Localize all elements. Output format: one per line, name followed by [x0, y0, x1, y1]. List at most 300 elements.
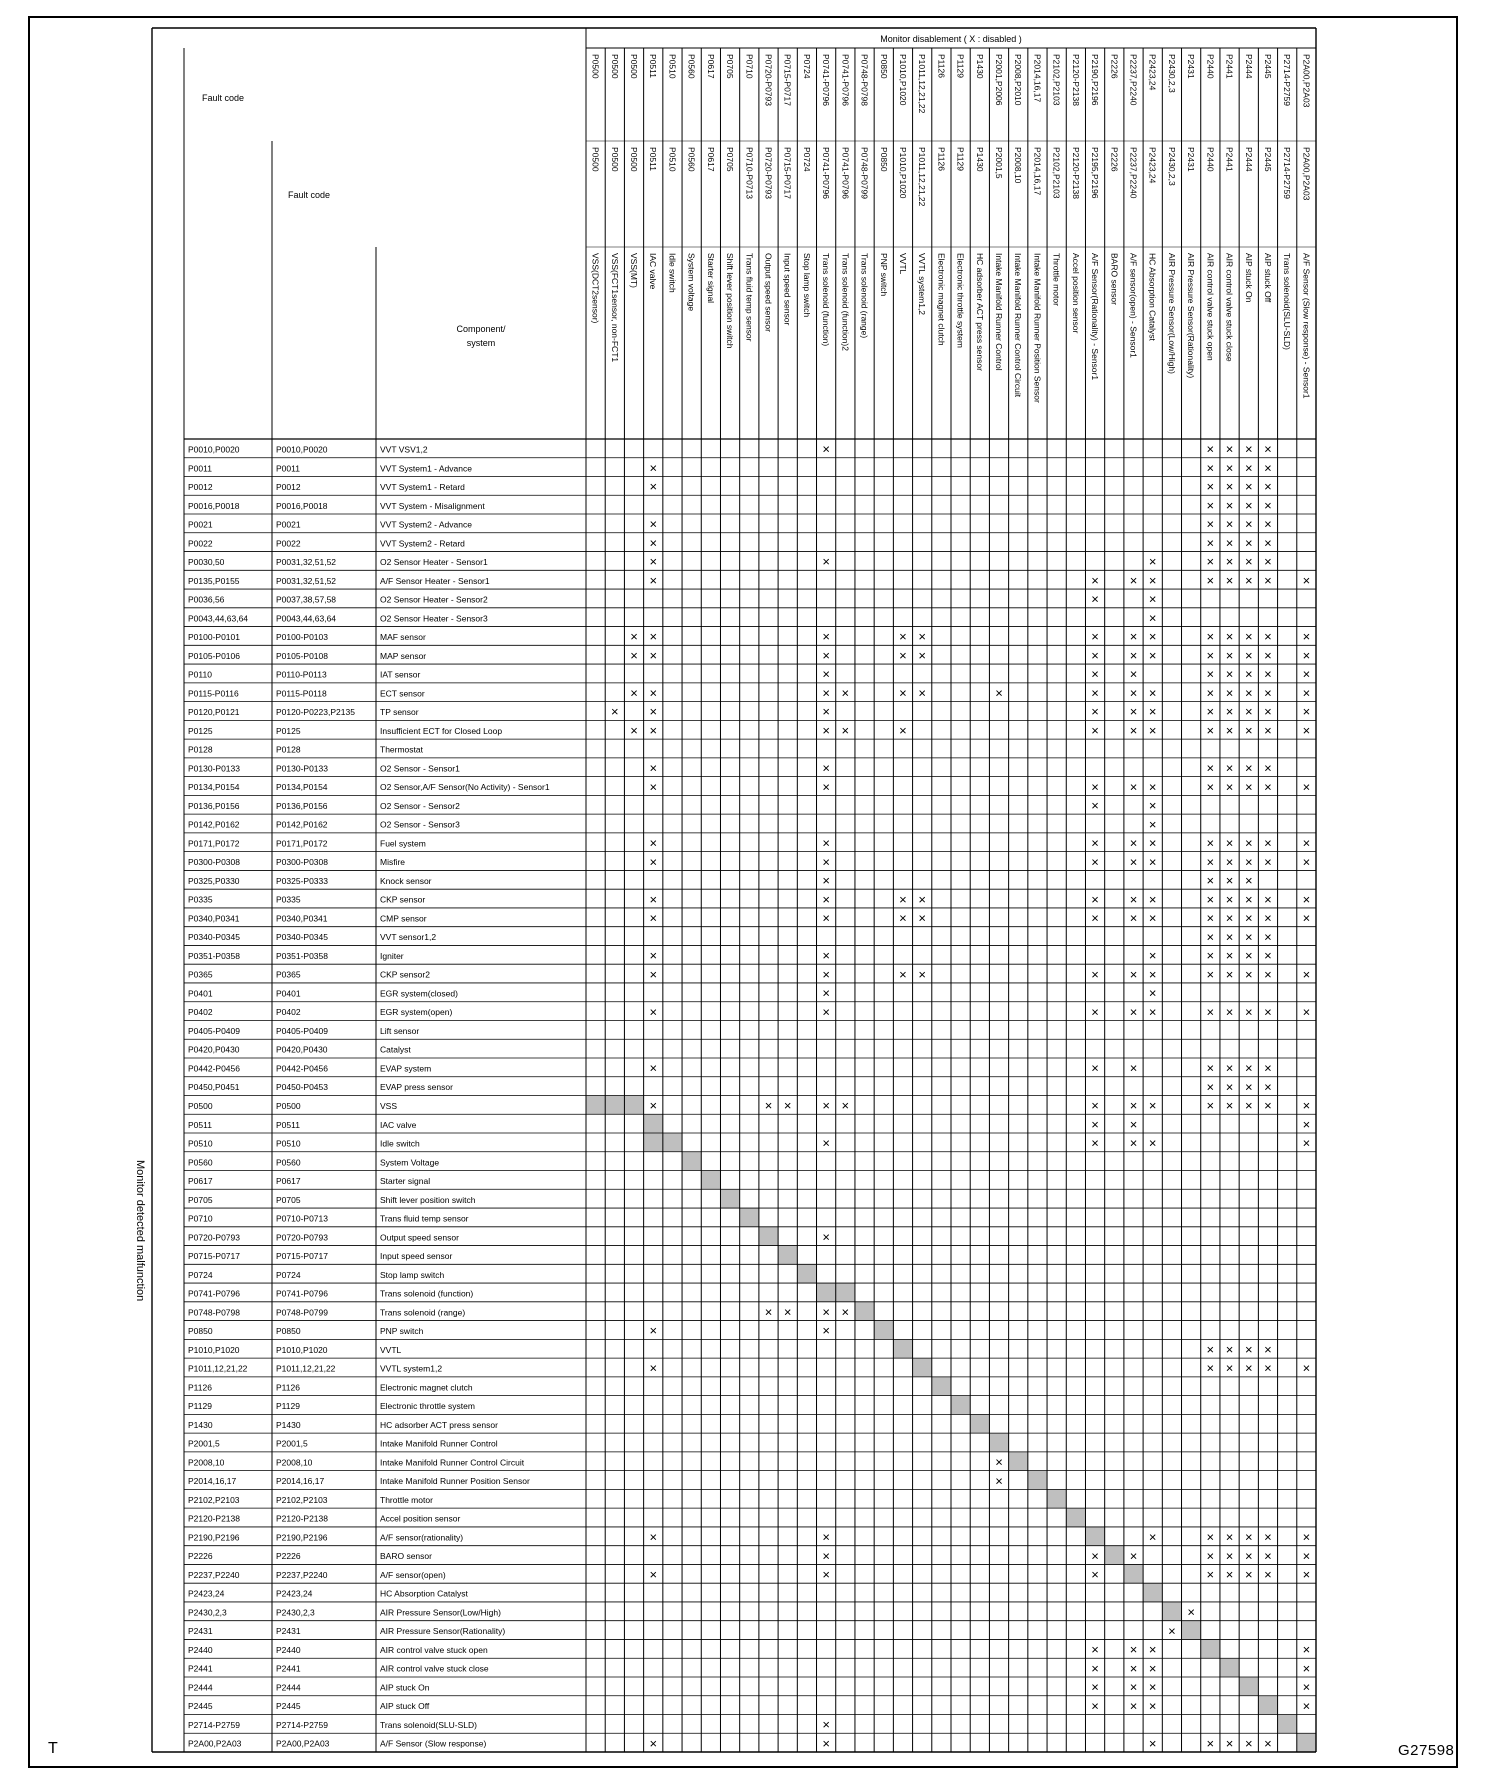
row-component: HC Absorption Catalyst: [380, 1588, 468, 1599]
disabled-mark: ×: [822, 966, 830, 982]
row-fault-code: P0724: [276, 1269, 301, 1280]
disabled-mark: ×: [1225, 647, 1234, 663]
disabled-mark: ×: [1129, 779, 1138, 795]
row-fault-code: P0340-P0345: [276, 932, 328, 943]
disabled-mark: ×: [1206, 722, 1215, 738]
shaded-cell: [586, 1096, 605, 1115]
row-component: A/F Sensor (Slow response): [380, 1738, 487, 1749]
shaded-cell: [1047, 1489, 1066, 1508]
disabled-mark: ×: [1244, 460, 1253, 476]
shaded-cell: [644, 1133, 663, 1152]
row-component: Thermostat: [380, 744, 423, 755]
row-fault-code: P2441: [276, 1663, 301, 1674]
disabled-mark: ×: [1244, 910, 1253, 926]
row-component: BARO sensor: [380, 1551, 432, 1562]
disabled-mark: ×: [822, 1229, 830, 1245]
disabled-mark: ×: [1225, 1360, 1234, 1376]
row-fault-code: P2431: [188, 1626, 213, 1637]
row-fault-code: P2445: [276, 1701, 301, 1712]
row-component: VVT System2 - Retard: [380, 538, 465, 549]
column-component: Electronic throttle system: [955, 253, 966, 348]
column-code: P0705: [725, 54, 736, 79]
column-component: AIP stuck On: [1243, 253, 1254, 303]
row-fault-code: P0500: [276, 1101, 301, 1112]
disabled-mark: ×: [1264, 1060, 1272, 1076]
column-component: Stop lamp switch: [801, 253, 812, 318]
row-fault-code: P0720-P0793: [276, 1232, 328, 1243]
disabled-mark: ×: [1206, 479, 1215, 495]
disabled-mark: ×: [1206, 891, 1215, 907]
row-fault-code: P0617: [188, 1176, 213, 1187]
disabled-mark: ×: [1244, 929, 1253, 945]
row-fault-code: P0022: [276, 538, 301, 549]
disabled-mark: ×: [1129, 704, 1138, 720]
disabled-mark: ×: [1129, 1548, 1138, 1564]
column-code: P0710-P0713: [744, 147, 755, 199]
shaded-cell: [1105, 1546, 1124, 1565]
row-fault-code: P2430,2,3: [276, 1607, 315, 1618]
disabled-mark: ×: [1225, 966, 1234, 982]
row-fault-code: P2226: [188, 1551, 213, 1562]
row-component: Input speed sensor: [380, 1251, 453, 1262]
disabled-mark: ×: [1302, 910, 1311, 926]
disabled-mark: ×: [1225, 1529, 1234, 1545]
row-fault-code: P0134,P0154: [276, 782, 328, 793]
shaded-cell: [951, 1396, 970, 1415]
shaded-cell: [740, 1208, 759, 1227]
shaded-cell: [932, 1377, 951, 1396]
column-code: P1011,12,21,22: [917, 54, 928, 114]
row-component: VVT System2 - Advance: [380, 519, 472, 530]
column-code: P1129: [955, 54, 966, 78]
row-fault-code: P0012: [188, 482, 213, 493]
row-component: A/F sensor(open): [380, 1569, 446, 1580]
disabled-mark: ×: [1264, 647, 1272, 663]
disabled-mark: ×: [1264, 572, 1272, 588]
column-component: BARO sensor: [1109, 253, 1120, 305]
row-fault-code: P0340-P0345: [188, 932, 240, 943]
row-component: Insufficient ECT for Closed Loop: [380, 725, 503, 736]
disabled-mark: ×: [1206, 647, 1215, 663]
row-fault-code: P0705: [276, 1194, 301, 1205]
disabled-mark: ×: [918, 966, 926, 982]
row-fault-code: P0351-P0358: [276, 950, 328, 961]
row-fault-code: P0136,P0156: [188, 800, 240, 811]
column-component: AIR Pressure Sensor(Rationality): [1186, 253, 1197, 379]
disabled-mark: ×: [1187, 1604, 1195, 1620]
disabled-mark: ×: [1244, 891, 1253, 907]
row-fault-code: P0510: [188, 1138, 213, 1149]
disabled-mark: ×: [841, 685, 850, 701]
disabled-mark: ×: [1244, 647, 1253, 663]
disabled-mark: ×: [649, 948, 658, 964]
row-fault-code: P0748-P0799: [276, 1307, 328, 1318]
shaded-cell: [605, 1096, 624, 1115]
column-component: Input speed sensor: [782, 253, 793, 326]
disabled-mark: ×: [1168, 1623, 1176, 1639]
disabled-mark: ×: [1244, 572, 1253, 588]
disabled-mark: ×: [1264, 460, 1272, 476]
column-code: P1430: [974, 147, 985, 172]
disabled-mark: ×: [1244, 535, 1253, 551]
disabled-mark: ×: [822, 1135, 830, 1151]
disabled-mark: ×: [1148, 854, 1157, 870]
disabled-mark: ×: [1302, 835, 1311, 851]
disabled-mark: ×: [1206, 779, 1215, 795]
disabled-mark: ×: [1302, 1116, 1311, 1132]
disabled-mark: ×: [1129, 1698, 1138, 1714]
disabled-mark: ×: [1302, 1679, 1311, 1695]
disabled-mark: ×: [649, 910, 658, 926]
row-fault-code: P0741-P0796: [188, 1288, 240, 1299]
row-fault-code: P2423,24: [276, 1588, 313, 1599]
disabled-mark: ×: [899, 629, 907, 645]
row-component: AIR Pressure Sensor(Low/High): [380, 1607, 501, 1618]
disabled-mark: ×: [1302, 779, 1311, 795]
disabled-mark: ×: [1264, 1529, 1272, 1545]
row-fault-code: P0120-P0223,P2135: [276, 707, 355, 718]
column-component: Idle switch: [667, 253, 678, 293]
disabled-mark: ×: [1225, 1341, 1234, 1357]
disabled-mark: ×: [1225, 516, 1234, 532]
disabled-mark: ×: [1244, 1548, 1253, 1564]
row-fault-code: P1010,P1020: [276, 1344, 328, 1355]
row-component: Accel position sensor: [380, 1513, 461, 1524]
disabled-mark: ×: [1129, 666, 1138, 682]
side-label: Monitor detected malfunction: [134, 1160, 146, 1302]
disabled-mark: ×: [649, 685, 658, 701]
disabled-mark: ×: [1091, 1679, 1099, 1695]
shaded-cell: [644, 1114, 663, 1133]
row-fault-code: P0010,P0020: [188, 444, 240, 455]
shaded-cell: [1258, 1696, 1277, 1715]
disabled-mark: ×: [822, 779, 830, 795]
disabled-mark: ×: [1244, 760, 1253, 776]
row-component: O2 Sensor,A/F Sensor(No Activity) - Sensor1: [380, 782, 550, 793]
row-fault-code: P0130-P0133: [276, 763, 328, 774]
disabled-mark: ×: [822, 948, 830, 964]
row-fault-code: P0710-P0713: [276, 1213, 328, 1224]
column-code: P1126: [936, 54, 947, 78]
row-fault-code: P0115-P0116: [188, 688, 239, 699]
row-fault-code: P2445: [188, 1701, 213, 1712]
disabled-mark: ×: [822, 1323, 830, 1339]
disabled-mark: ×: [1148, 1642, 1157, 1658]
disabled-mark: ×: [1302, 722, 1311, 738]
disabled-mark: ×: [1264, 497, 1272, 513]
row-fault-code: P0365: [188, 969, 213, 980]
row-fault-code: P0617: [276, 1176, 301, 1187]
column-component: Trans solenoid (range): [859, 253, 870, 339]
disabled-mark: ×: [1206, 1079, 1215, 1095]
row-fault-code: P2120-P2138: [188, 1513, 240, 1524]
disabled-mark: ×: [1206, 910, 1215, 926]
disabled-mark: ×: [1148, 1735, 1157, 1751]
disabled-mark: ×: [1264, 1567, 1272, 1583]
column-component: Starter signal: [705, 253, 716, 304]
row-fault-code: P2237,P2240: [188, 1569, 240, 1580]
column-component: A/F sensor(open) - Sensor1: [1128, 253, 1139, 358]
row-fault-code: P0012: [276, 482, 301, 493]
disabled-mark: ×: [822, 873, 830, 889]
disabled-mark: ×: [918, 629, 926, 645]
row-fault-code: P0450-P0453: [276, 1082, 328, 1093]
disabled-mark: ×: [899, 722, 907, 738]
shaded-cell: [759, 1227, 778, 1246]
disabled-mark: ×: [1091, 1116, 1099, 1132]
row-fault-code: P2A00,P2A03: [188, 1738, 242, 1749]
row-fault-code: P0100-P0101: [188, 632, 240, 643]
row-fault-code: P0340,P0341: [188, 913, 240, 924]
disabled-mark: ×: [649, 854, 658, 870]
disabled-mark: ×: [1091, 1004, 1099, 1020]
column-code: P0500: [609, 147, 620, 172]
shaded-cell: [1009, 1452, 1028, 1471]
disabled-mark: ×: [822, 1004, 830, 1020]
row-fault-code: P0043,44,63,64: [276, 613, 337, 624]
disabled-mark: ×: [1225, 1735, 1234, 1751]
shaded-cell: [836, 1283, 855, 1302]
row-fault-code: P0016,P0018: [276, 500, 328, 511]
disabled-mark: ×: [1129, 685, 1138, 701]
disabled-mark: ×: [899, 647, 907, 663]
disabled-mark: ×: [1091, 704, 1099, 720]
row-fault-code: P0300-P0308: [188, 857, 240, 868]
row-fault-code: P0043,44,63,64: [188, 613, 249, 624]
disabled-mark: ×: [1302, 629, 1311, 645]
disabled-mark: ×: [1264, 1004, 1272, 1020]
column-code: P2001,P2006: [994, 54, 1005, 106]
disabled-mark: ×: [1206, 929, 1215, 945]
column-component: VVTL: [897, 253, 908, 275]
figure-frame: [28, 16, 1458, 1768]
disabled-mark: ×: [1225, 685, 1234, 701]
disabled-mark: ×: [1148, 1660, 1157, 1676]
disabled-mark: ×: [1225, 704, 1234, 720]
row-fault-code: P0171,P0172: [276, 838, 328, 849]
row-fault-code: P0402: [276, 1007, 301, 1018]
disabled-mark: ×: [630, 647, 638, 663]
column-code: P1129: [955, 147, 966, 171]
disabled-mark: ×: [1129, 572, 1138, 588]
disabled-mark: ×: [1244, 1341, 1253, 1357]
column-component: A/F Sensor(Rationality) - Sensor1: [1090, 253, 1101, 381]
row-fault-code: P2190,P2196: [188, 1532, 240, 1543]
disabled-mark: ×: [649, 1529, 658, 1545]
column-component: IAC valve: [648, 253, 659, 290]
disabled-mark: ×: [1148, 704, 1157, 720]
disabled-mark: ×: [1091, 666, 1099, 682]
disabled-mark: ×: [1225, 479, 1234, 495]
row-fault-code: P2226: [276, 1551, 301, 1562]
disabled-mark: ×: [764, 1304, 773, 1320]
disabled-mark: ×: [822, 1548, 830, 1564]
disabled-mark: ×: [630, 629, 638, 645]
disabled-mark: ×: [899, 685, 907, 701]
row-fault-code: P0300-P0308: [276, 857, 328, 868]
disabled-mark: ×: [1148, 798, 1157, 814]
disabled-mark: ×: [841, 722, 850, 738]
row-fault-code: P1129: [188, 1401, 212, 1412]
column-code: P0500: [590, 54, 601, 79]
column-component: AIP stuck Off: [1262, 253, 1273, 303]
column-code: P2714-P2759: [1282, 54, 1293, 106]
shaded-cell: [663, 1133, 682, 1152]
disabled-mark: ×: [1206, 535, 1215, 551]
column-component: Output speed sensor: [763, 253, 774, 332]
column-code: P0741-P0796: [840, 147, 851, 199]
column-code: P2423,24: [1147, 54, 1158, 91]
disabled-mark: ×: [783, 1304, 792, 1320]
column-code: P2014,16,17: [1032, 54, 1043, 103]
column-code: P0741-P0796: [821, 147, 832, 199]
monitor-disablement-title: Monitor disablement ( X : disabled ): [880, 34, 1022, 44]
disabled-mark: ×: [1302, 1529, 1311, 1545]
row-fault-code: P0741-P0796: [276, 1288, 328, 1299]
disabled-mark: ×: [1244, 554, 1253, 570]
row-fault-code: P0720-P0793: [188, 1232, 240, 1243]
disabled-mark: ×: [1091, 591, 1099, 607]
disabled-mark: ×: [1264, 554, 1272, 570]
row-component: PNP switch: [380, 1326, 424, 1337]
row-fault-code: P2444: [276, 1682, 301, 1693]
monitor-disablement-table: [30, 18, 1456, 1766]
disabled-mark: ×: [1264, 479, 1272, 495]
column-code: P0724: [801, 147, 812, 172]
row-component: EGR system(open): [380, 1007, 453, 1018]
column-component: VSS(MT): [629, 253, 640, 288]
disabled-mark: ×: [1206, 1567, 1215, 1583]
row-fault-code: P0402: [188, 1007, 213, 1018]
row-component: Shift lever position switch: [380, 1194, 476, 1205]
disabled-mark: ×: [1091, 1548, 1099, 1564]
column-component: HC adsorber ACT press sensor: [974, 253, 985, 371]
disabled-mark: ×: [1091, 835, 1099, 851]
disabled-mark: ×: [1206, 1341, 1215, 1357]
row-component: O2 Sensor Heater - Sensor3: [380, 613, 488, 624]
shaded-cell: [855, 1302, 874, 1321]
row-fault-code: P0442-P0456: [276, 1063, 328, 1074]
column-code: P2120-P2138: [1070, 54, 1081, 106]
row-fault-code: P2001,5: [188, 1438, 220, 1449]
disabled-mark: ×: [1091, 1642, 1099, 1658]
disabled-mark: ×: [1129, 966, 1138, 982]
column-component: Trans fluid temp sensor: [744, 253, 755, 342]
disabled-mark: ×: [1148, 1098, 1157, 1114]
disabled-mark: ×: [1244, 779, 1253, 795]
row-component: CMP sensor: [380, 913, 427, 924]
disabled-mark: ×: [1244, 497, 1253, 513]
disabled-mark: ×: [1244, 666, 1253, 682]
column-code: P1430: [974, 54, 985, 79]
column-code: P0560: [686, 147, 697, 172]
column-code: P2423,24: [1147, 147, 1158, 184]
disabled-mark: ×: [1302, 1698, 1311, 1714]
row-fault-code: P0715-P0717: [188, 1251, 240, 1262]
disabled-mark: ×: [822, 722, 830, 738]
row-fault-code: P1129: [276, 1401, 300, 1412]
component-header: Component/: [456, 324, 506, 334]
column-component: Trans solenoid(SLU-SLD): [1282, 253, 1293, 350]
row-component: Idle switch: [380, 1138, 420, 1149]
row-fault-code: P0022: [188, 538, 213, 549]
row-component: Throttle motor: [380, 1494, 433, 1505]
disabled-mark: ×: [764, 1098, 773, 1114]
column-component: Shift lever position switch: [725, 253, 736, 349]
column-code: P2445: [1262, 54, 1273, 79]
disabled-mark: ×: [995, 1473, 1003, 1489]
disabled-mark: ×: [995, 1454, 1003, 1470]
disabled-mark: ×: [1244, 1098, 1253, 1114]
disabled-mark: ×: [1091, 1698, 1099, 1714]
row-component: Stop lamp switch: [380, 1269, 445, 1280]
disabled-mark: ×: [649, 722, 658, 738]
disabled-mark: ×: [1148, 891, 1157, 907]
column-component: HC Absorption Catalyst: [1147, 253, 1158, 341]
column-code: P0850: [878, 147, 889, 172]
row-component: Knock sensor: [380, 875, 432, 886]
disabled-mark: ×: [1148, 1135, 1157, 1151]
disabled-mark: ×: [1091, 1098, 1099, 1114]
row-fault-code: P2431: [276, 1626, 301, 1637]
row-component: HC adsorber ACT press sensor: [380, 1419, 498, 1430]
disabled-mark: ×: [822, 685, 830, 701]
column-component: Throttle motor: [1051, 253, 1062, 306]
disabled-mark: ×: [1206, 835, 1215, 851]
column-code: P0710: [744, 54, 755, 79]
row-fault-code: P2714-P2759: [276, 1719, 328, 1730]
row-fault-code: P0110: [188, 669, 212, 680]
row-fault-code: P2014,16,17: [276, 1476, 325, 1487]
row-fault-code: P2190,P2196: [276, 1532, 328, 1543]
disabled-mark: ×: [1244, 704, 1253, 720]
row-component: Trans solenoid(SLU-SLD): [380, 1719, 477, 1730]
row-component: Intake Manifold Runner Control Circuit: [380, 1457, 525, 1468]
disabled-mark: ×: [1091, 572, 1099, 588]
disabled-mark: ×: [1148, 779, 1157, 795]
disabled-mark: ×: [1225, 460, 1234, 476]
row-component: EVAP system: [380, 1063, 432, 1074]
disabled-mark: ×: [1302, 1004, 1311, 1020]
column-code: P2431: [1186, 147, 1197, 172]
column-component: Trans solenoid (function)2: [840, 253, 851, 351]
disabled-mark: ×: [1244, 948, 1253, 964]
disabled-mark: ×: [822, 666, 830, 682]
row-component: VVT VSV1,2: [380, 444, 428, 455]
disabled-mark: ×: [1148, 910, 1157, 926]
row-component: System Voltage: [380, 1157, 440, 1168]
row-fault-code: P0715-P0717: [276, 1251, 328, 1262]
row-fault-code: P2120-P2138: [276, 1513, 328, 1524]
row-fault-code: P2008,10: [276, 1457, 313, 1468]
row-fault-code: P0171,P0172: [188, 838, 240, 849]
column-code: P0500: [609, 54, 620, 79]
disabled-mark: ×: [1264, 929, 1272, 945]
row-component: Intake Manifold Runner Control: [380, 1438, 498, 1449]
row-fault-code: P0105-P0106: [188, 650, 240, 661]
shaded-cell: [1143, 1583, 1162, 1602]
disabled-mark: ×: [1091, 1060, 1099, 1076]
disabled-mark: ×: [822, 891, 830, 907]
disabled-mark: ×: [1264, 685, 1272, 701]
row-fault-code: P0405-P0409: [276, 1025, 328, 1036]
disabled-mark: ×: [1148, 1679, 1157, 1695]
column-code: P2195,P2196: [1090, 147, 1101, 199]
disabled-mark: ×: [1206, 685, 1215, 701]
disabled-mark: ×: [1302, 854, 1311, 870]
row-fault-code: P1126: [276, 1382, 300, 1393]
disabled-mark: ×: [1148, 985, 1157, 1001]
